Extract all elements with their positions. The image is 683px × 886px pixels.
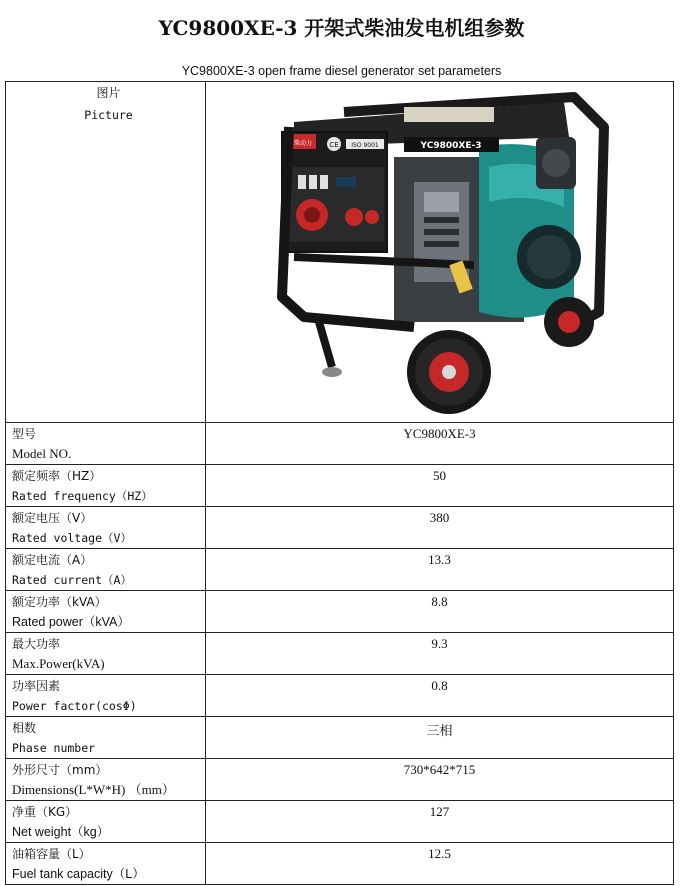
spec-label-zh: 外形尺寸（mm） <box>12 763 108 777</box>
spec-label-zh: 相数 <box>12 721 37 735</box>
spec-value: 三相 <box>206 717 674 759</box>
ce-mark-text: CE <box>329 141 339 149</box>
spec-value: 8.8 <box>206 591 674 633</box>
spec-value: 127 <box>206 801 674 843</box>
spec-row <box>6 591 674 633</box>
spec-label-zh: 额定电流（A） <box>12 553 93 567</box>
support-leg <box>319 322 332 367</box>
spec-rows <box>6 423 674 885</box>
model-nameplate-text: YC9800XE-3 <box>420 141 482 151</box>
page-subtitle: YC9800XE-3 open frame diesel generator set parameters <box>181 64 502 78</box>
spec-row <box>6 633 674 675</box>
spec-label-cell <box>6 549 206 591</box>
spec-label-cell <box>6 465 206 507</box>
spec-row <box>6 717 674 759</box>
spec-label-en: Dimensions(L*W*H) （mm） <box>12 782 175 797</box>
spec-row <box>6 759 674 801</box>
spec-label-cell <box>6 423 206 465</box>
spec-row <box>6 843 674 885</box>
meter-display <box>336 177 356 187</box>
spec-value: 380 <box>206 507 674 549</box>
spec-row <box>6 423 674 465</box>
spec-label-cell <box>6 759 206 801</box>
spec-value: 9.3 <box>206 633 674 675</box>
spec-value: 0.8 <box>206 675 674 717</box>
spec-label-en: Phase number <box>12 741 96 755</box>
spec-row <box>6 549 674 591</box>
spec-value: 12.5 <box>206 843 674 885</box>
spec-label-en: Rated voltage（V） <box>12 531 132 545</box>
page-title: YC9800XE-3 开架式柴油发电机组参数 <box>158 16 525 40</box>
picture-label-zh: 图片 <box>96 86 121 100</box>
spec-label-cell <box>6 591 206 633</box>
spec-label-cell <box>6 633 206 675</box>
spec-row <box>6 507 674 549</box>
spec-label-zh: 额定频率（HZ） <box>12 469 102 483</box>
picture-row <box>6 82 674 423</box>
spec-row <box>6 465 674 507</box>
picture-cell <box>206 82 674 423</box>
iso-text: ISO 9001 <box>351 142 379 149</box>
spec-label-en: Rated current（A） <box>12 573 132 587</box>
spec-label-cell <box>6 843 206 885</box>
picture-label-cell <box>6 82 206 423</box>
generator-image <box>274 87 609 421</box>
brand-text: 玉柴动力 <box>287 140 313 147</box>
spec-label-zh: 净重（KG） <box>12 805 78 819</box>
spec-label-zh: 额定电压（V） <box>12 511 93 525</box>
spec-value: 50 <box>206 465 674 507</box>
spec-label-cell <box>6 675 206 717</box>
picture-label-en: Picture <box>84 108 133 122</box>
spec-label-zh: 型号 <box>12 427 37 441</box>
spec-value: 13.3 <box>206 549 674 591</box>
spec-label-zh: 额定功率（kVA） <box>12 595 107 609</box>
generator-illustration <box>274 87 609 417</box>
spec-label-cell <box>6 507 206 549</box>
spec-row <box>6 675 674 717</box>
spec-row <box>6 801 674 843</box>
single-phase-socket <box>345 208 363 226</box>
spec-table <box>5 81 674 885</box>
breaker-switch <box>298 175 306 189</box>
spec-label-en: Power factor(cosΦ) <box>12 699 137 713</box>
spec-label-en: Model NO. <box>12 446 72 461</box>
spec-value: YC9800XE-3 <box>206 423 674 465</box>
spec-label-zh: 最大功率 <box>12 637 61 651</box>
spec-value: 730*642*715 <box>206 759 674 801</box>
spec-label-en: Rated frequency（HZ） <box>12 489 153 503</box>
spec-label-en: Fuel tank capacity（L） <box>12 867 145 881</box>
spec-label-en: Max.Power(kVA) <box>12 656 105 671</box>
spec-label-en: Rated power（kVA） <box>12 615 130 629</box>
spec-label-en: Net weight（kg） <box>12 825 110 839</box>
spec-label-cell <box>6 717 206 759</box>
spec-label-cell <box>6 801 206 843</box>
spec-label-zh: 功率因素 <box>12 679 61 693</box>
spec-label-zh: 油箱容量（L） <box>12 847 91 861</box>
